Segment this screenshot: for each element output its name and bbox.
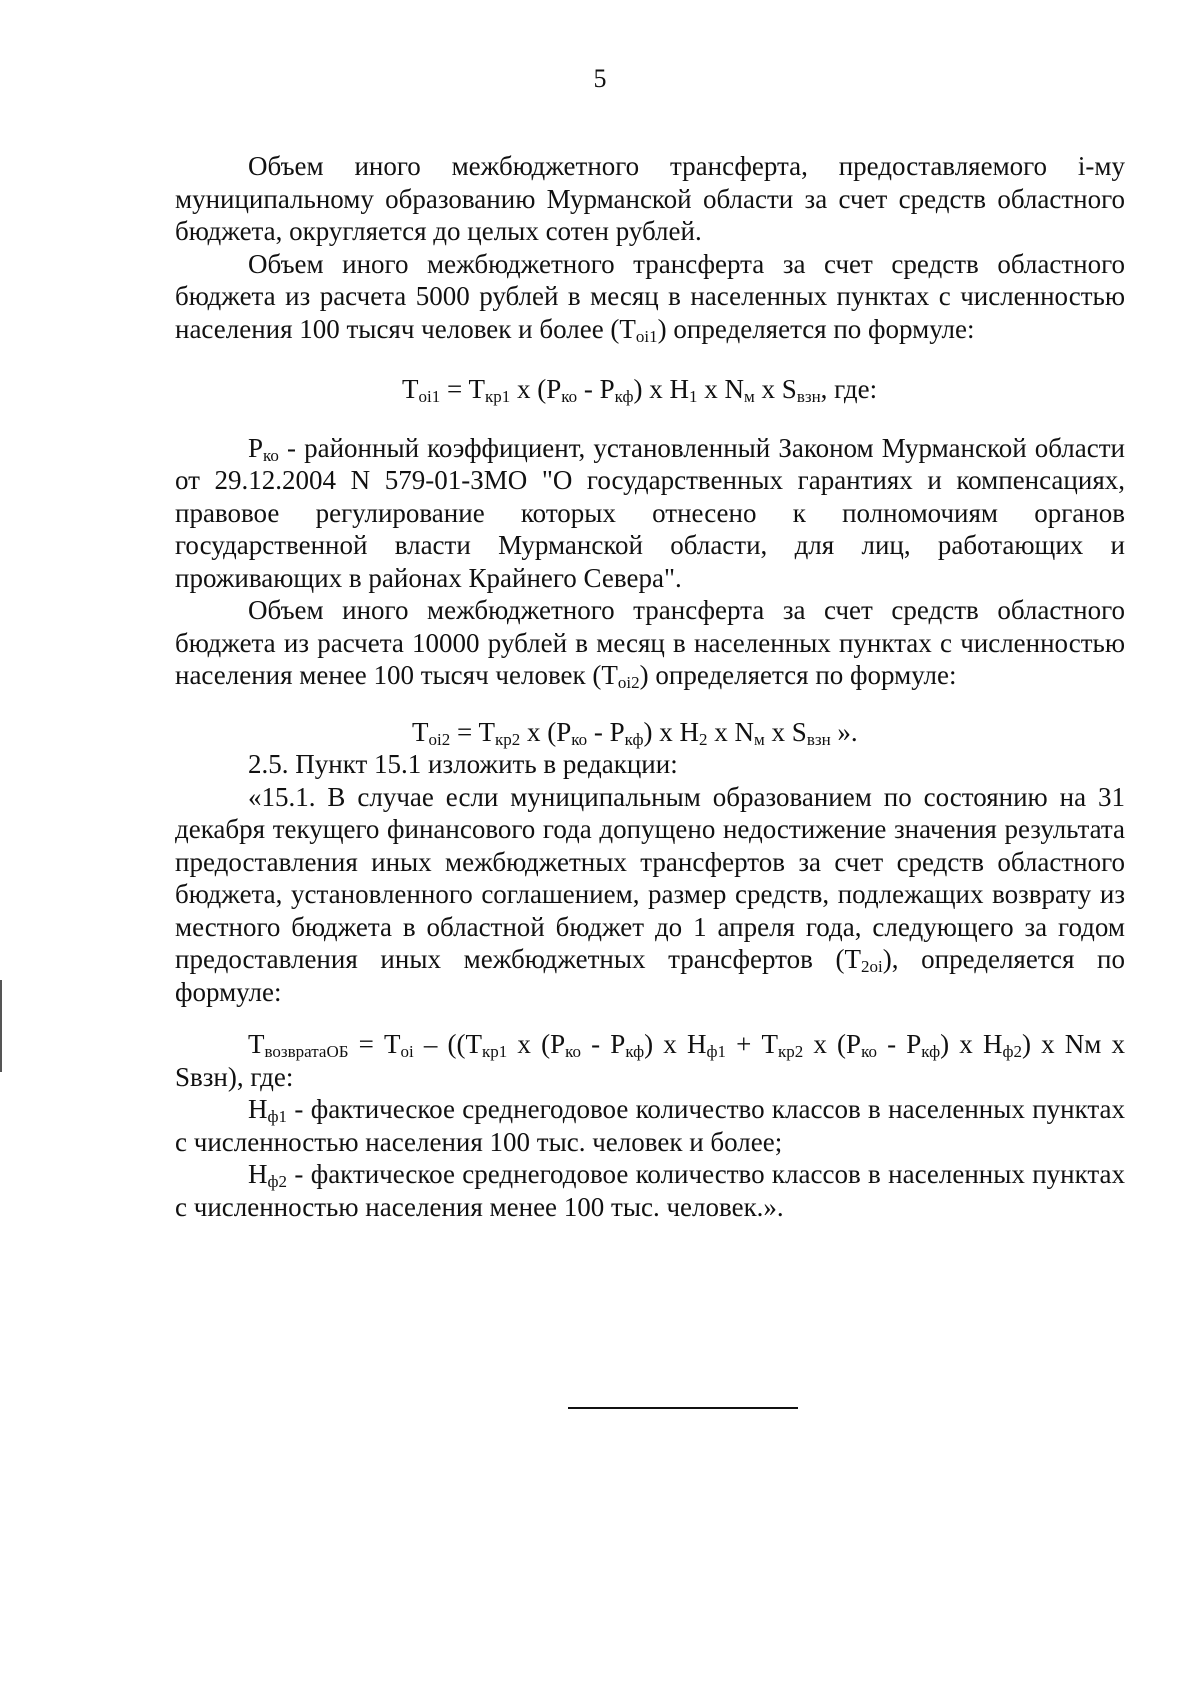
formula-part: T xyxy=(402,374,419,404)
formula-subscript: ко xyxy=(561,387,578,406)
formula-subscript: oi2 xyxy=(428,729,451,749)
formula-part: x S xyxy=(754,374,797,404)
symbol: T xyxy=(619,313,636,344)
formula-subscript: м xyxy=(754,729,765,749)
formula-subscript: кф xyxy=(614,387,634,406)
formula-subscript: возвратаОБ xyxy=(264,1042,349,1061)
formula-part: = T xyxy=(440,374,485,404)
formula-part: ) x Nм x Sвзн), где: xyxy=(175,1029,1125,1092)
paragraph-text: - фактическое среднегодовое количество классов в населенных пунктах с численностью населения менее 100 тыс. человек.». xyxy=(175,1159,1125,1222)
formula-subscript: взн xyxy=(806,729,831,749)
paragraph-clause-15-1 xyxy=(175,781,1125,1009)
paragraph-transfer-large-settlements xyxy=(175,248,1125,346)
symbol: H xyxy=(248,1159,268,1189)
paragraph-text-end: ), определяется по формуле: xyxy=(175,944,1125,1007)
formula-subscript: 1 xyxy=(689,387,698,406)
paragraph-hf2-definition xyxy=(175,1158,1125,1223)
paragraph-text: - районный коэффициент, установленный Законом Мурманской области от 29.12.2004 N 579-01-ЗМО "О государственных гарантиях и компенсациях, правовое регулирование которых отнесено к полномочиям органов государственной власти Мурманской области, для лиц, работающих и проживающих в районах Крайнего Севера". xyxy=(175,432,1125,593)
paragraph-text: - фактическое среднегодовое количество классов в населенных пунктах с численностью населения 100 тыс. человек и более; xyxy=(175,1094,1125,1157)
formula-part: ) x H xyxy=(940,1029,1003,1059)
formula-part: - P xyxy=(876,1029,922,1059)
symbol: H xyxy=(248,1094,268,1124)
formula-part: - P xyxy=(581,1029,626,1059)
symbol: T xyxy=(844,944,861,974)
formula-toi1 xyxy=(175,373,1125,406)
formula-subscript: кр1 xyxy=(482,1042,508,1061)
formula-subscript: кф xyxy=(921,1042,941,1061)
formula-part: - P xyxy=(577,374,615,404)
formula-part: ) x H xyxy=(633,374,690,404)
formula-return xyxy=(175,1028,1125,1093)
formula-part: , где: xyxy=(820,374,878,404)
page-number: 5 xyxy=(593,64,607,93)
closing-divider xyxy=(568,1407,798,1409)
symbol-subscript: 2oi xyxy=(861,957,883,976)
symbol-subscript: oi1 xyxy=(635,326,658,346)
formula-part: = T xyxy=(348,1029,401,1059)
formula-part: ) x H xyxy=(644,1029,707,1059)
formula-part: x (P xyxy=(803,1029,862,1059)
formula-part: T xyxy=(412,716,429,747)
formula-subscript: ко xyxy=(565,1042,581,1061)
formula-toi2 xyxy=(175,716,1125,749)
formula-subscript: кр2 xyxy=(778,1042,804,1061)
document-body xyxy=(175,150,1125,1223)
scan-edge-mark xyxy=(0,980,2,1072)
formula-part: x N xyxy=(697,374,745,404)
formula-part: = T xyxy=(450,716,495,747)
formula-subscript: кр2 xyxy=(494,729,521,749)
formula-part: – ((T xyxy=(413,1029,483,1059)
formula-subscript: ко xyxy=(571,729,588,749)
paragraph-amendment-header: 2.5. Пункт 15.1 изложить в редакции: xyxy=(248,749,678,779)
formula-subscript: ко xyxy=(861,1042,877,1061)
formula-subscript: ф1 xyxy=(706,1042,726,1061)
formula-part: ». xyxy=(830,716,858,747)
formula-subscript: oi1 xyxy=(418,387,441,406)
formula-subscript: кф xyxy=(624,729,644,749)
formula-subscript: м xyxy=(744,387,755,406)
paragraph-rounding: Объем иного межбюджетного трансферта, предоставляемого i-му муниципальному образованию Мурманской области за счет средств областного бюджета, округляется до целых сотен рублей. xyxy=(175,151,1125,246)
formula-part: x S xyxy=(764,716,807,747)
paragraph-text-end: ) определяется по формуле: xyxy=(657,313,975,344)
paragraph-regional-coefficient xyxy=(175,432,1125,595)
formula-part: x N xyxy=(707,716,755,747)
paragraph-text: Объем иного межбюджетного трансферта за счет средств областного бюджета из расчета 5000 рублей в месяц в населенных пунктах с численностью населения 100 тысяч человек и более ( xyxy=(175,248,1125,344)
symbol-subscript: ф2 xyxy=(267,1172,288,1191)
formula-part: x (P xyxy=(520,716,572,747)
symbol: P xyxy=(248,432,264,463)
formula-part: x (P xyxy=(507,1029,566,1059)
symbol: T xyxy=(601,660,618,690)
formula-part: + T xyxy=(725,1029,778,1059)
formula-subscript: oi xyxy=(400,1042,414,1061)
formula-subscript: кф xyxy=(625,1042,645,1061)
formula-subscript: 2 xyxy=(699,729,708,749)
symbol-subscript: oi2 xyxy=(617,673,640,692)
formula-part: - P xyxy=(587,716,625,747)
symbol-subscript: ф1 xyxy=(267,1107,288,1126)
paragraph-transfer-small-settlements xyxy=(175,594,1125,692)
formula-part: T xyxy=(248,1029,265,1059)
formula-part: ) x H xyxy=(643,716,700,747)
paragraph-text: Объем иного межбюджетного трансферта за счет средств областного бюджета из расчета 10000 рублей в месяц в населенных пунктах с численностью населения менее 100 тысяч человек ( xyxy=(175,595,1125,690)
paragraph-text: «15.1. В случае если муниципальным образованием по состоянию на 31 декабря текущего финансового года допущено недостижение значения результата предоставления иных межбюджетных трансфертов за счет средств областного бюджета, установленного соглашением, размер средств, подлежащих возврату из местного бюджета в областной бюджет до 1 апреля года, следующего за годом предоставления иных межбюджетных трансфертов ( xyxy=(175,781,1125,974)
formula-subscript: кр1 xyxy=(484,387,511,406)
paragraph-text-end: ) определяется по формуле: xyxy=(639,660,957,690)
formula-subscript: ф2 xyxy=(1002,1042,1022,1061)
formula-part: x (P xyxy=(510,374,562,404)
paragraph-hf1-definition xyxy=(175,1093,1125,1158)
symbol-subscript: ко xyxy=(263,445,279,465)
formula-subscript: взн xyxy=(796,387,821,406)
